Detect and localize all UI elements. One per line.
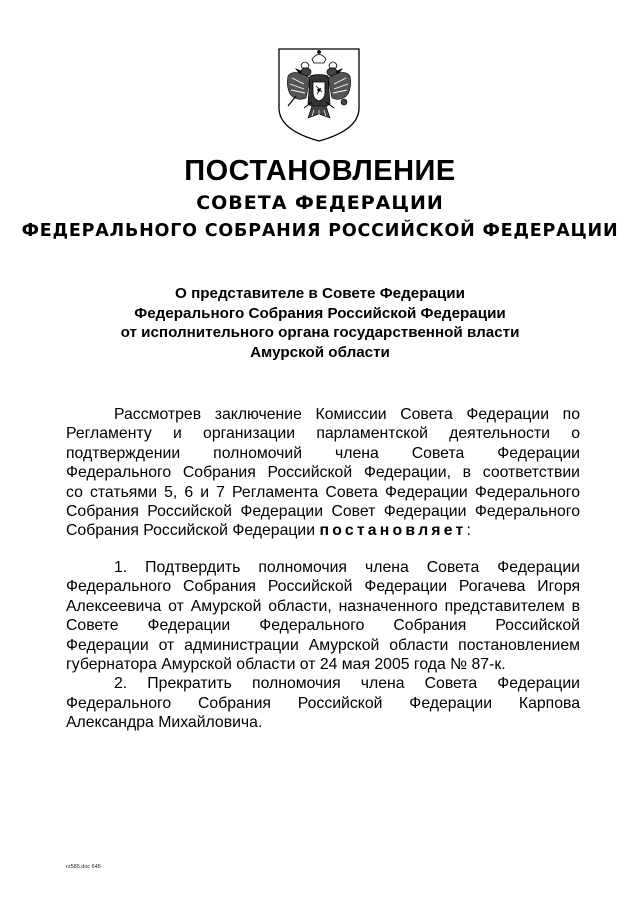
subject-line: Федерального Собрания Российской Федерации bbox=[134, 304, 506, 322]
preamble-line: Рассмотрев заключение Комиссии Совета Федерации по bbox=[114, 406, 580, 423]
item-2-line: Федерального Собрания Российской Федерации Карпова bbox=[66, 694, 580, 712]
item-1-line: губернатора Амурской области от 24 мая 2005 года № 87-к. bbox=[66, 656, 506, 674]
item-2-line: Александра Михайловича. bbox=[66, 714, 263, 732]
preamble-last-line bbox=[66, 521, 580, 540]
item-1-line: Совете Федерации Федерального Собрания Российской bbox=[66, 617, 580, 635]
issuer-line-1: СОВЕТА ФЕДЕРАЦИИ bbox=[196, 192, 444, 214]
resolution-subject bbox=[0, 284, 640, 362]
russian-coat-of-arms-icon bbox=[274, 46, 364, 144]
subject-line: от исполнительного органа государственной власти bbox=[120, 324, 520, 341]
preamble-line: Федерального Собрания Российской Федерации, в соответствии bbox=[66, 464, 580, 482]
item-1-line: 1. Подтвердить полномочия члена Совета Федерации bbox=[114, 559, 580, 576]
preamble-line: Собрания Российской Федерации Совет Федерации Федерального bbox=[66, 503, 580, 521]
item-1-line: Федерального Собрания Российской Федерации Рогачева Игоря bbox=[66, 578, 580, 596]
item-2-line: 2. Прекратить полномочия члена Совета Федерации bbox=[114, 675, 580, 693]
issuer-line-2: ФЕДЕРАЛЬНОГО СОБРАНИЯ РОССИЙСКОЙ ФЕДЕРАЦИИ bbox=[21, 221, 619, 241]
decree-word: постановляет bbox=[319, 522, 467, 540]
file-reference: rz585.doc 645 bbox=[66, 864, 101, 870]
item-1-line: Федерации от администрации Амурской области постановлением bbox=[66, 636, 580, 654]
preamble-line: со статьями 5, 6 и 7 Регламента Совета Федерации Федерального bbox=[66, 483, 580, 501]
document-title: ПОСТАНОВЛЕНИЕ bbox=[184, 155, 456, 187]
resolution-items bbox=[66, 558, 580, 733]
subject-line: Амурской области bbox=[250, 343, 390, 361]
subject-line: О представителе в Совете Федерации bbox=[175, 285, 465, 302]
preamble-line: Регламенту и организации парламентской деятельности о bbox=[66, 425, 580, 443]
item-2 bbox=[66, 674, 580, 732]
preamble-line-text: Собрания Российской Федерации bbox=[66, 522, 316, 540]
item-1-line: Алексеевича от Амурской области, назначенного представителем в bbox=[66, 597, 580, 615]
preamble-line: подтверждении полномочий члена Совета Федерации bbox=[66, 444, 580, 462]
decree-colon: : bbox=[466, 522, 471, 540]
item-1 bbox=[66, 558, 580, 674]
preamble-paragraph bbox=[66, 405, 580, 541]
